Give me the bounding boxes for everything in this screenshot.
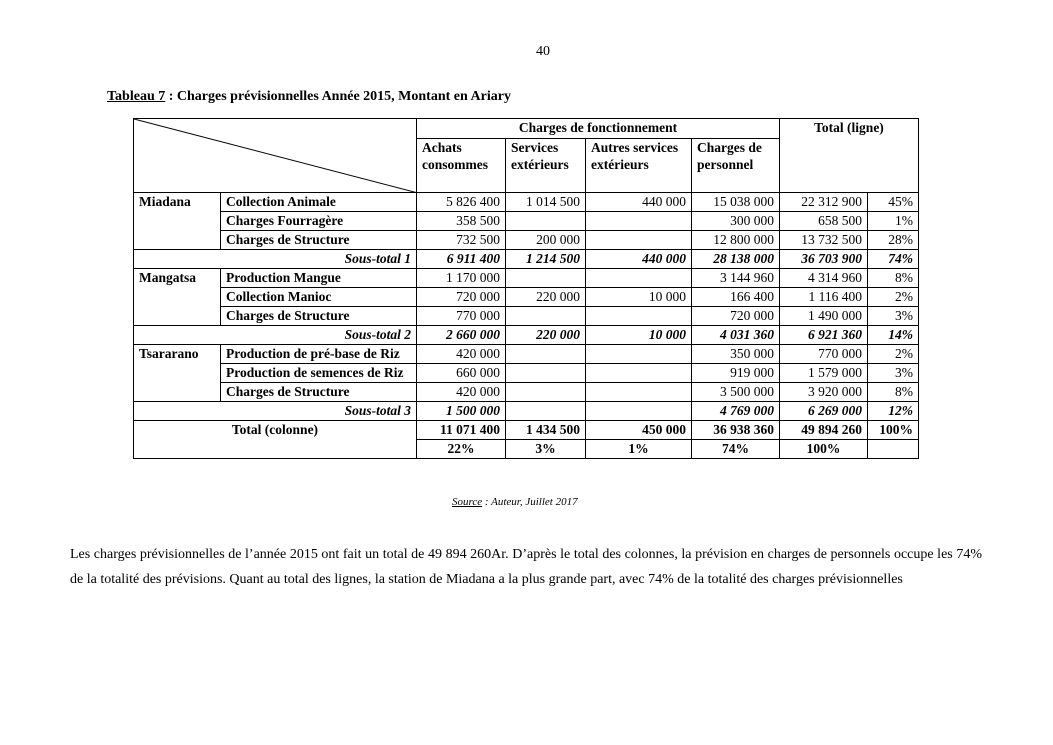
cell-pct: 100%: [868, 421, 919, 440]
subtotal-personnel: 4 031 360: [692, 326, 780, 345]
cell-personnel: 3 500 000: [692, 383, 780, 402]
subtotal-autres: [586, 402, 692, 421]
caption-label: Tableau 7: [107, 89, 166, 104]
cell-services: [506, 345, 586, 364]
cell-services: 220 000: [506, 288, 586, 307]
cell-pct: 2%: [868, 288, 919, 307]
cell-total: 658 500: [780, 212, 868, 231]
cell-total: 1 116 400: [780, 288, 868, 307]
subtotal-achats: 6 911 400: [417, 250, 506, 269]
cell-autres: 10 000: [586, 288, 692, 307]
subtotal-total: 6 921 360: [780, 326, 868, 345]
table-row: [134, 288, 919, 307]
pct-achats: 22%: [417, 440, 506, 459]
cell-achats: 660 000: [417, 364, 506, 383]
subtotal-pct: 12%: [868, 402, 919, 421]
station-name: Tsararano: [134, 345, 221, 402]
row-label: Charges Fourragère: [221, 212, 417, 231]
header-charges-fonctionnement: Charges de fonctionnement: [417, 119, 780, 139]
cell-personnel: 15 038 000: [692, 193, 780, 212]
cell-total: 22 312 900: [780, 193, 868, 212]
table-body: [134, 193, 919, 421]
pct-services: 3%: [506, 440, 586, 459]
col-header-autres: Autres services extérieurs: [586, 139, 692, 193]
cell-autres: [586, 231, 692, 250]
row-label: Collection Manioc: [221, 288, 417, 307]
cell-personnel: 350 000: [692, 345, 780, 364]
cell-services: 1 014 500: [506, 193, 586, 212]
subtotal-achats: 2 660 000: [417, 326, 506, 345]
cell-services: [506, 383, 586, 402]
cell-personnel: 166 400: [692, 288, 780, 307]
cell-services: 200 000: [506, 231, 586, 250]
cell-pct: 28%: [868, 231, 919, 250]
cell-total: 13 732 500: [780, 231, 868, 250]
cell-autres: [586, 383, 692, 402]
pct-autres: 1%: [586, 440, 692, 459]
total-label: Total (colonne): [134, 421, 417, 459]
row-label: Charges de Structure: [221, 231, 417, 250]
table-row: [134, 364, 919, 383]
caption-text: : Charges prévisionnelles Année 2015, Montant en Ariary: [165, 89, 511, 104]
cell-services: [506, 212, 586, 231]
table-row: [134, 231, 919, 250]
table-row: [134, 269, 919, 288]
subtotal-total: 36 703 900: [780, 250, 868, 269]
cell-pct: 3%: [868, 307, 919, 326]
cell-total: 4 314 960: [780, 269, 868, 288]
cell-achats: 358 500: [417, 212, 506, 231]
body-paragraph: Les charges prévisionnelles de l’année 2015 ont fait un total de 49 894 260Ar. D’après le total des colonnes, la prévision en charges de personnels occupe les 74% de la totalité des prévisions. Quant au total des lignes, la station de Miadana a la plus grande part, avec 74% de la totalité des charges prévisionnelles: [70, 547, 982, 587]
cell-personnel: 36 938 360: [692, 421, 780, 440]
table-caption: [107, 89, 511, 105]
row-label: Charges de Structure: [221, 383, 417, 402]
subtotal-label: Sous-total 3: [134, 402, 417, 421]
pct-empty: [868, 440, 919, 459]
diagonal-header-cell: [134, 119, 417, 193]
diagonal-line: [134, 119, 418, 193]
cell-autres: 450 000: [586, 421, 692, 440]
cell-autres: [586, 345, 692, 364]
cell-achats: 420 000: [417, 345, 506, 364]
cell-autres: [586, 307, 692, 326]
subtotal-services: 220 000: [506, 326, 586, 345]
cell-personnel: 919 000: [692, 364, 780, 383]
station-name: Mangatsa: [134, 269, 221, 326]
cell-achats: 11 071 400: [417, 421, 506, 440]
table-row: [134, 193, 919, 212]
subtotal-personnel: 28 138 000: [692, 250, 780, 269]
cell-total: 49 894 260: [780, 421, 868, 440]
pct-total: 100%: [780, 440, 868, 459]
cell-total: 1 490 000: [780, 307, 868, 326]
table-row: [134, 345, 919, 364]
cell-autres: [586, 364, 692, 383]
total-row: [134, 421, 919, 440]
source-note: [452, 496, 578, 508]
charges-table: [133, 118, 919, 459]
cell-personnel: 720 000: [692, 307, 780, 326]
cell-autres: [586, 212, 692, 231]
cell-pct: 45%: [868, 193, 919, 212]
row-label: Collection Animale: [221, 193, 417, 212]
page-number: 40: [536, 44, 550, 59]
cell-achats: 420 000: [417, 383, 506, 402]
col-header-services: Services extérieurs: [506, 139, 586, 193]
cell-services: 1 434 500: [506, 421, 586, 440]
cell-total: 3 920 000: [780, 383, 868, 402]
subtotal-services: 1 214 500: [506, 250, 586, 269]
row-label: Production Mangue: [221, 269, 417, 288]
cell-pct: 8%: [868, 383, 919, 402]
cell-autres: [586, 269, 692, 288]
station-name: Miadana: [134, 193, 221, 250]
row-label: Production de pré-base de Riz: [221, 345, 417, 364]
cell-achats: 720 000: [417, 288, 506, 307]
cell-pct: 3%: [868, 364, 919, 383]
cell-achats: 732 500: [417, 231, 506, 250]
cell-services: [506, 269, 586, 288]
cell-achats: 5 826 400: [417, 193, 506, 212]
subtotal-pct: 14%: [868, 326, 919, 345]
cell-achats: 770 000: [417, 307, 506, 326]
pct-personnel: 74%: [692, 440, 780, 459]
table-row: [134, 383, 919, 402]
row-label: Production de semences de Riz: [221, 364, 417, 383]
row-label: Charges de Structure: [221, 307, 417, 326]
source-text: : Auteur, Juillet 2017: [482, 496, 578, 508]
subtotal-autres: 10 000: [586, 326, 692, 345]
subtotal-services: [506, 402, 586, 421]
table-row: [134, 307, 919, 326]
subtotal-achats: 1 500 000: [417, 402, 506, 421]
cell-pct: 1%: [868, 212, 919, 231]
subtotal-row: [134, 402, 919, 421]
col-header-achats: Achats consommes: [417, 139, 506, 193]
cell-services: [506, 364, 586, 383]
subtotal-row: [134, 250, 919, 269]
subtotal-total: 6 269 000: [780, 402, 868, 421]
cell-achats: 1 170 000: [417, 269, 506, 288]
subtotal-personnel: 4 769 000: [692, 402, 780, 421]
cell-services: [506, 307, 586, 326]
subtotal-autres: 440 000: [586, 250, 692, 269]
cell-autres: 440 000: [586, 193, 692, 212]
cell-pct: 2%: [868, 345, 919, 364]
cell-personnel: 12 800 000: [692, 231, 780, 250]
cell-total: 1 579 000: [780, 364, 868, 383]
subtotal-pct: 74%: [868, 250, 919, 269]
subtotal-label: Sous-total 1: [134, 250, 417, 269]
header-total-ligne: Total (ligne): [780, 119, 919, 193]
cell-total: 770 000: [780, 345, 868, 364]
table-row: [134, 212, 919, 231]
source-label: Source: [452, 496, 483, 508]
cell-personnel: 3 144 960: [692, 269, 780, 288]
subtotal-row: [134, 326, 919, 345]
cell-pct: 8%: [868, 269, 919, 288]
col-header-personnel: Charges de personnel: [692, 139, 780, 193]
subtotal-label: Sous-total 2: [134, 326, 417, 345]
cell-personnel: 300 000: [692, 212, 780, 231]
